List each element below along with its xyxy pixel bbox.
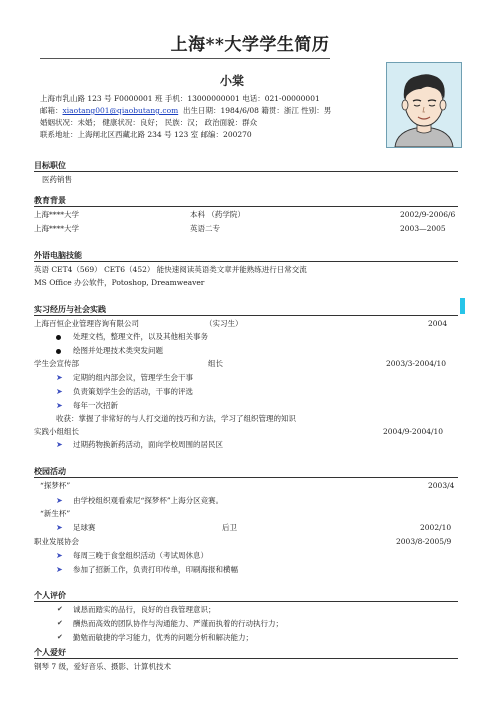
practice-task: 处理文档，整理文件，以及其他相关事务 (73, 332, 208, 341)
section-divider (34, 261, 458, 262)
title-divider (40, 58, 330, 59)
email-link[interactable]: xiaotang001@qiaobutang.com (62, 106, 179, 115)
event-2-role: 后卫 (222, 523, 237, 532)
group-date: 2004/9-2004/10 (383, 427, 444, 436)
objective-value: 医药销售 (42, 175, 72, 184)
accent-marker (460, 298, 465, 314)
club-harvest: 收获：掌握了非常好的与人打交道的技巧和方法，学习了组织管理的知识 (56, 414, 296, 423)
event-2-name: “新生杯” (40, 509, 71, 518)
event-1-item: 由学校组织观看索尼“探梦杯”上海分区竞赛。 (73, 496, 224, 505)
edu-date: 2003—2005 (400, 224, 446, 233)
company-name: 上海百恒企业管理咨询有限公司 (34, 319, 139, 328)
company-role: （实习生） (205, 319, 243, 328)
event-1-name: “探梦杯” (40, 481, 71, 490)
edu-date: 2002/9-2006/6 (400, 210, 456, 219)
arrow-bullet-icon: ➤ (56, 496, 63, 505)
section-divider (34, 206, 458, 207)
club-duty: 每年一次招新 (73, 401, 118, 410)
club-date: 2003/3-2004/10 (386, 359, 447, 368)
edu-school: 上海****大学 (34, 224, 79, 233)
club-role: 组长 (208, 359, 223, 368)
company-year: 2004 (428, 319, 448, 328)
email-label: 邮箱： (40, 106, 63, 115)
club-duty: 负责策划学生会的活动，干事的评选 (73, 387, 193, 396)
arrow-bullet-icon: ➤ (56, 440, 63, 449)
birth-info: 出生日期：1984/6/08 籍贯：浙江 性别：男 (182, 106, 332, 115)
club-name: 学生会宣传部 (34, 359, 79, 368)
resume-title: 上海**大学学生简历 (170, 35, 330, 55)
arrow-bullet-icon: ➤ (56, 401, 63, 410)
contact-line-4: 联系地址：上海闸北区西藏北路 234 号 123 室 邮编：200270 (40, 130, 252, 139)
candidate-name: 小棠 (220, 74, 245, 88)
event-1-date: 2003/4 (428, 481, 455, 490)
arrow-bullet-icon: ➤ (56, 387, 63, 396)
event-2-item: 足球赛 (73, 523, 96, 532)
section-title-campus: 校园活动 (34, 466, 66, 476)
group-name: 实践小组组长 (34, 427, 79, 436)
event-2-date: 2002/10 (420, 523, 452, 532)
section-title-evaluation: 个人评价 (34, 590, 66, 600)
section-divider (34, 601, 458, 602)
section-title-hobbies: 个人爱好 (34, 647, 66, 657)
section-title-skills: 外语电脑技能 (34, 250, 82, 260)
edu-school: 上海****大学 (34, 210, 79, 219)
evaluation-item: 酬热而高效的团队协作与沟通能力、严谨而执着的行动执行力； (73, 619, 283, 628)
section-divider (34, 171, 458, 172)
assoc-item: 每周三晚于食堂组织活动（考试周休息） (73, 551, 208, 560)
section-title-objective: 目标职位 (34, 160, 66, 170)
contact-line-2 (40, 106, 331, 116)
check-icon: ✔ (57, 619, 63, 627)
hobbies-value: 钢琴 7 级，爱好音乐、摄影、计算机技术 (34, 662, 172, 671)
evaluation-item: 诚恳而踏实的品行，良好的自我管理意识； (73, 605, 216, 614)
section-title-practice: 实习经历与社会实践 (34, 304, 106, 314)
profile-photo (386, 62, 462, 148)
arrow-bullet-icon: ➤ (56, 551, 63, 560)
avatar-illustration (387, 63, 461, 147)
skills-computer: MS Office 办公软件，Potoshop, Dreamweaver (34, 278, 205, 287)
section-title-education: 教育背景 (34, 195, 66, 205)
section-divider (34, 477, 458, 478)
contact-line-3: 婚姻状况：未婚； 健康状况：良好； 民族：汉； 政治面貌：群众 (40, 118, 258, 127)
edu-degree: 本科 （药学院） (190, 210, 245, 219)
check-icon: ✔ (57, 633, 63, 641)
bullet-dot (56, 349, 61, 354)
assoc-date: 2003/8-2005/9 (396, 537, 452, 546)
check-icon: ✔ (57, 605, 63, 613)
group-activity: 过期药物换新药活动，面向学校周围的居民区 (73, 440, 223, 449)
contact-line-1: 上海市乳山路 123 号 F0000001 班 手机：13000000001 电话：021-00000001 (40, 94, 320, 103)
assoc-item: 参加了招新工作，负责打印传单，印刷海报和横幅 (73, 565, 238, 574)
arrow-bullet-icon: ➤ (56, 373, 63, 382)
skills-english: 英语 CET4（569） CET6（452） 能快速阅读英语类文章并能熟练进行日常交流 (34, 265, 307, 274)
section-divider (34, 658, 458, 659)
edu-degree: 英语二专 (190, 224, 220, 233)
assoc-name: 职业发展协会 (34, 537, 79, 546)
bullet-dot (56, 335, 61, 340)
section-divider (34, 315, 458, 316)
club-duty: 定期的组内部会议，管理学生会干事 (73, 373, 193, 382)
arrow-bullet-icon: ➤ (56, 565, 63, 574)
evaluation-item: 勤勉而敏捷的学习能力，优秀的问题分析和解决能力； (73, 633, 253, 642)
practice-task: 绘图并处理技术类突发问题 (73, 346, 163, 355)
arrow-bullet-icon: ➤ (56, 523, 63, 532)
